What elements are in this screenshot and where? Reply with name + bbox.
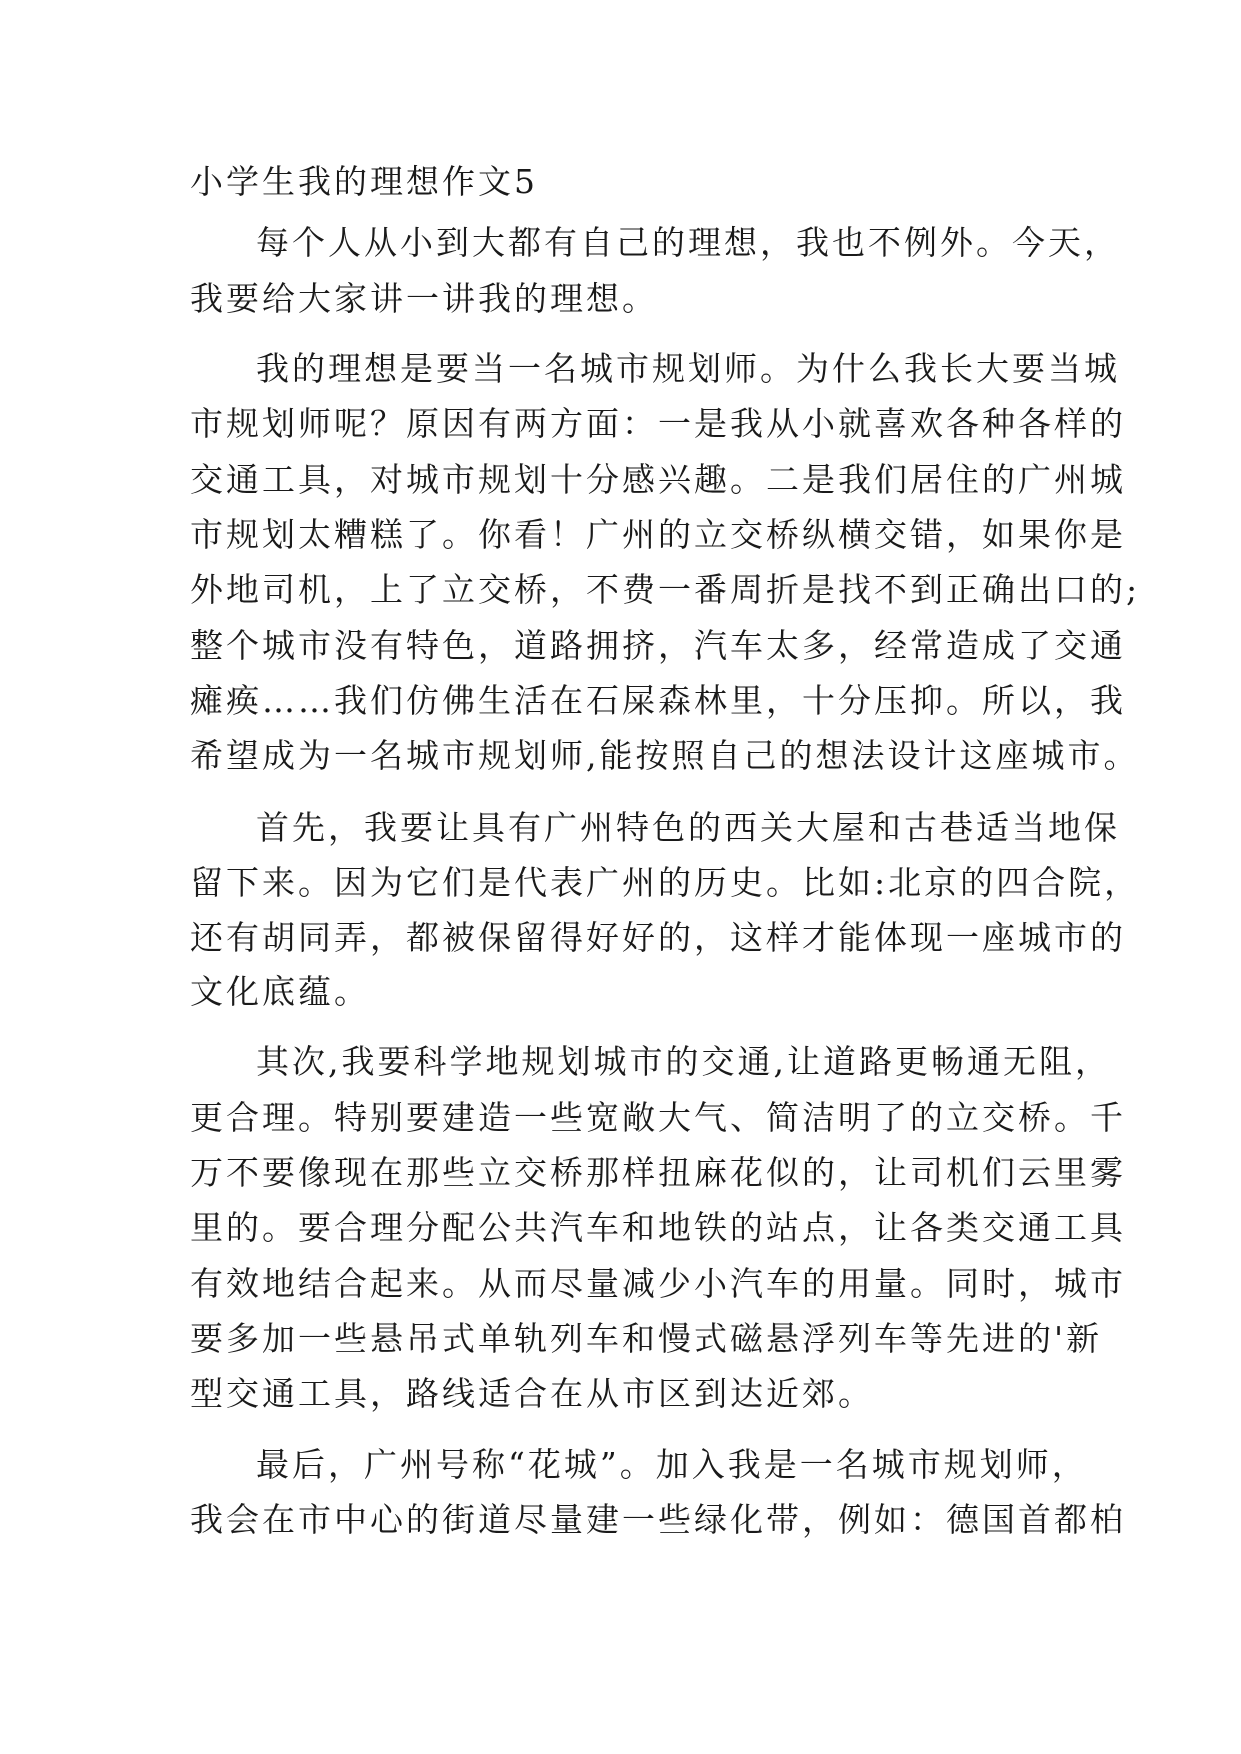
paragraph-4-line-3: 万不要像现在那些立交桥那样扭麻花似的，让司机们云里雾 (190, 1153, 1126, 1192)
paragraph-4-line-1: 其次,我要科学地规划城市的交通,让道路更畅通无阻， (256, 1042, 1111, 1081)
paragraph-2-line-8: 希望成为一名城市规划师,能按照自己的想法设计这座城市。 (190, 736, 1140, 775)
paragraph-2-line-2: 市规划师呢？原因有两方面：一是我从小就喜欢各种各样的 (190, 404, 1126, 443)
paragraph-2-line-5: 外地司机，上了立交桥，不费一番周折是找不到正确出口的; (190, 570, 1141, 609)
paragraph-2-line-4: 市规划太糟糕了。你看！广州的立交桥纵横交错，如果你是 (190, 515, 1126, 554)
paragraph-3-line-2: 留下来。因为它们是代表广州的历史。比如:北京的四合院， (190, 863, 1141, 902)
paragraph-3-line-3: 还有胡同弄，都被保留得好好的，这样才能体现一座城市的 (190, 918, 1126, 957)
paragraph-4-line-5: 有效地结合起来。从而尽量减少小汽车的用量。同时，城市 (190, 1264, 1126, 1303)
paragraph-5-line-2: 我会在市中心的街道尽量建一些绿化带，例如：德国首都柏 (190, 1500, 1126, 1539)
paragraph-5-line-1: 最后，广州号称“花城”。加入我是一名城市规划师， (256, 1445, 1088, 1484)
paragraph-2-line-1: 我的理想是要当一名城市规划师。为什么我长大要当城 (256, 349, 1120, 388)
paragraph-4-line-7: 型交通工具，路线适合在从市区到达近郊。 (190, 1374, 874, 1413)
paragraph-2-line-6: 整个城市没有特色，道路拥挤，汽车太多，经常造成了交通 (190, 626, 1126, 665)
paragraph-3-line-1: 首先，我要让具有广州特色的西关大屋和古巷适当地保 (256, 808, 1120, 847)
document-title: 小学生我的理想作文5 (190, 162, 538, 201)
paragraph-4-line-2: 更合理。特别要建造一些宽敞大气、简洁明了的立交桥。千 (190, 1098, 1126, 1137)
paragraph-2-line-7: 瘫痪……我们仿佛生活在石屎森林里，十分压抑。所以，我 (190, 681, 1126, 720)
paragraph-4-line-4: 里的。要合理分配公共汽车和地铁的站点，让各类交通工具 (190, 1208, 1126, 1247)
paragraph-1-line-1: 每个人从小到大都有自己的理想，我也不例外。今天， (256, 223, 1120, 262)
paragraph-4-line-6: 要多加一些悬吊式单轨列车和慢式磁悬浮列车等先进的'新 (190, 1319, 1103, 1358)
paragraph-1-line-2: 我要给大家讲一讲我的理想。 (190, 279, 658, 318)
paragraph-3-line-4: 文化底蕴。 (190, 972, 370, 1011)
paragraph-2-line-3: 交通工具，对城市规划十分感兴趣。二是我们居住的广州城 (190, 460, 1126, 499)
